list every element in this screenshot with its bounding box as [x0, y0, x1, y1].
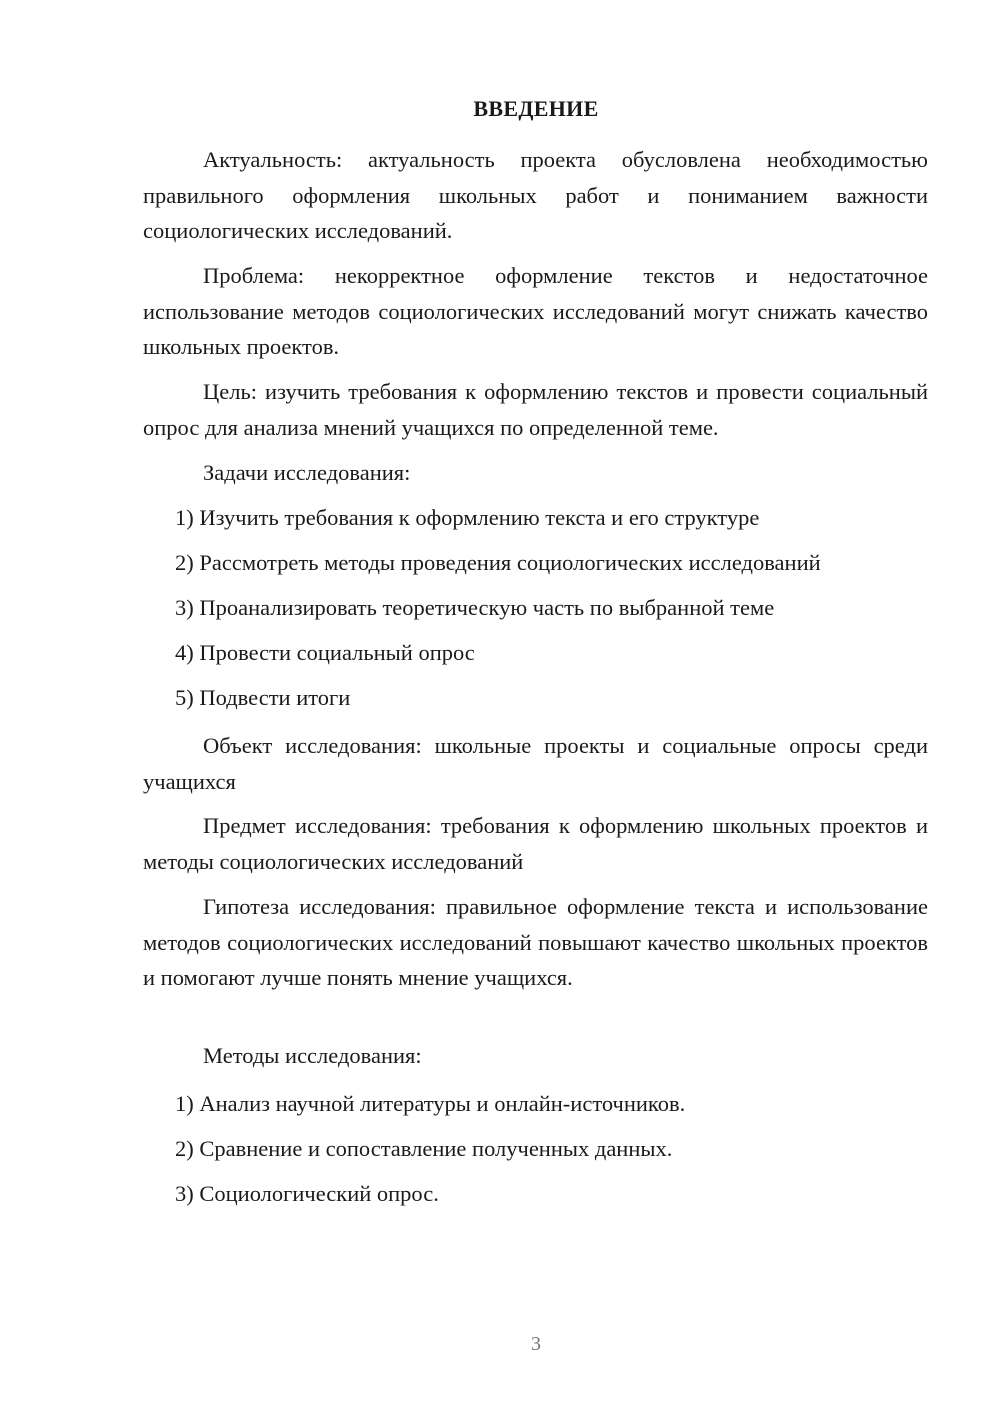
paragraph-relevance: Актуальность: актуальность проекта обусловлена необходимостью правильного оформления школьных работ и пониманием важности социологических исследований. — [143, 147, 928, 243]
section-title: ВВЕДЕНИЕ — [473, 96, 599, 121]
paragraph-problem: Проблема: некорректное оформление текстов и недостаточное использование методов социологических исследований могут снижать качество школьных проектов. — [143, 263, 928, 359]
paragraph-subject: Предмет исследования: требования к оформлению школьных проектов и методы социологических исследований — [143, 813, 928, 874]
tasks-heading: Задачи исследования: — [203, 460, 411, 485]
methods-heading: Методы исследования: — [203, 1043, 422, 1068]
task-item-5: 5) Подвести итоги — [175, 685, 351, 710]
task-item-2: 2) Рассмотреть методы проведения социологических исследований — [175, 550, 821, 575]
page-number: 3 — [531, 1333, 541, 1355]
task-item-4: 4) Провести социальный опрос — [175, 640, 475, 665]
paragraph-object: Объект исследования: школьные проекты и социальные опросы среди учащихся — [143, 733, 928, 794]
method-item-3: 3) Социологический опрос. — [175, 1181, 439, 1206]
task-item-1: 1) Изучить требования к оформлению текста и его структуре — [175, 505, 760, 530]
method-item-1: 1) Анализ научной литературы и онлайн-источников. — [175, 1091, 686, 1116]
method-item-2: 2) Сравнение и сопоставление полученных данных. — [175, 1136, 673, 1161]
task-item-3: 3) Проанализировать теоретическую часть по выбранной теме — [175, 595, 775, 620]
paragraph-hypothesis: Гипотеза исследования: правильное оформление текста и использование методов социологических исследований повышают качество школьных проектов и помогают лучше понять мнение учащихся. — [143, 894, 928, 990]
paragraph-goal: Цель: изучить требования к оформлению текстов и провести социальный опрос для анализа мнений учащихся по определенной теме. — [143, 379, 928, 440]
